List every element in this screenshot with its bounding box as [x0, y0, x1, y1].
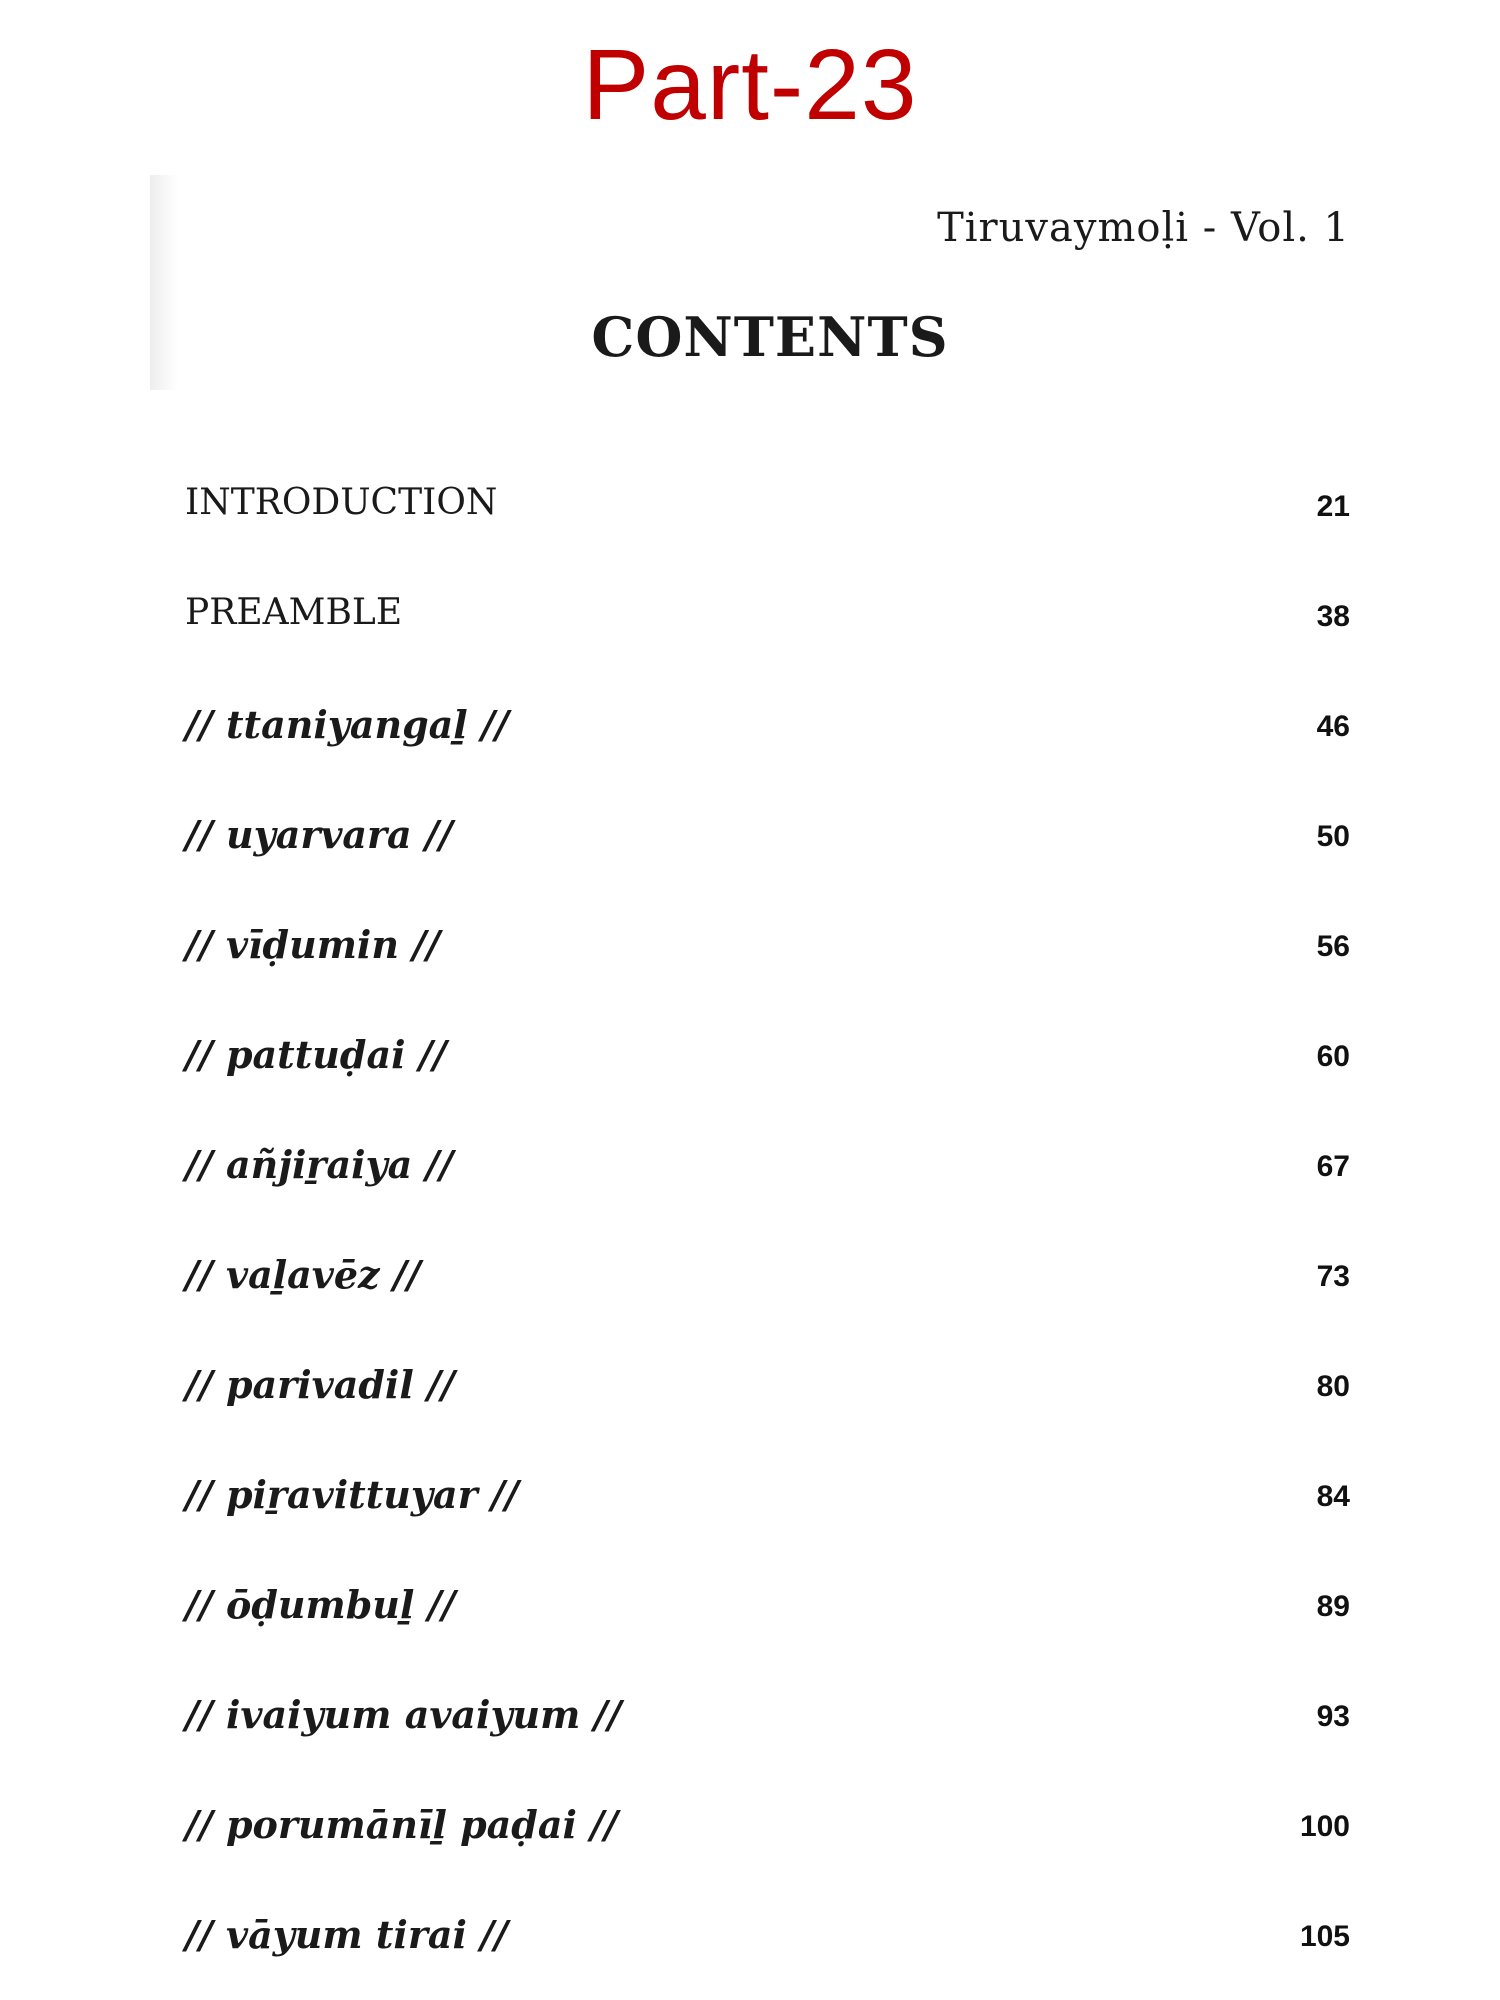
toc-entry-title: // ttaniyangaḻ //	[185, 702, 509, 747]
toc-entry-title: // ivaiyum avaiyum //	[185, 1692, 622, 1737]
toc-entry	[185, 1142, 1350, 1212]
toc-entry	[185, 482, 1350, 552]
toc-entry-page-number: 21	[1316, 490, 1350, 523]
toc-entry	[185, 1252, 1350, 1322]
toc-entry-title: // vaḻavēz //	[185, 1252, 421, 1297]
toc-entry	[185, 1362, 1350, 1432]
toc-entry-page-number: 50	[1316, 820, 1350, 853]
toc-entry	[185, 1032, 1350, 1102]
toc-entry-title: // piṟavittuyar //	[185, 1472, 519, 1517]
toc-entry-page-number: 38	[1316, 600, 1350, 633]
toc-entry-title: // añjiṟaiya //	[185, 1142, 454, 1187]
toc-entry	[185, 702, 1350, 772]
toc-entry-title: // vīḍumin //	[185, 922, 440, 967]
toc-entry-page-number: 100	[1299, 1810, 1350, 1843]
toc-entry-page-number: 67	[1316, 1150, 1350, 1183]
toc-entry-title: // parivadil //	[185, 1362, 455, 1407]
toc-entry	[185, 812, 1350, 882]
toc-entry	[185, 1912, 1350, 1982]
toc-entry	[185, 1802, 1350, 1872]
toc-entry-title: // ōḍumbuḻ //	[185, 1582, 456, 1627]
toc-entry	[185, 1582, 1350, 1652]
toc-entry-page-number: 56	[1316, 930, 1350, 963]
toc-entry-page-number: 73	[1316, 1260, 1350, 1293]
toc-entry-page-number: 105	[1299, 1920, 1350, 1953]
toc-entry-title: // vāyum tirai //	[185, 1912, 508, 1957]
toc-entry	[185, 592, 1350, 662]
toc-entry	[185, 922, 1350, 992]
toc-entry-title: // uyarvara //	[185, 812, 453, 857]
running-head: Tiruvaymoḷi - Vol. 1	[937, 205, 1350, 251]
toc-entry-page-number: 89	[1316, 1590, 1350, 1623]
toc-entry-title: // pattuḍai //	[185, 1032, 447, 1077]
part-banner: Part-23	[582, 29, 918, 141]
toc-entry-page-number: 46	[1316, 710, 1350, 743]
toc-entry-page-number: 93	[1316, 1700, 1350, 1733]
toc-entry	[185, 1472, 1350, 1542]
toc-entry-title: // porumānīḻ paḍai //	[185, 1802, 618, 1847]
toc-entry-title: PREAMBLE	[185, 592, 403, 633]
toc-entry-page-number: 60	[1316, 1040, 1350, 1073]
toc-entry-page-number: 80	[1316, 1370, 1350, 1403]
toc-entry-title: INTRODUCTION	[185, 482, 498, 523]
page-title: CONTENTS	[591, 305, 949, 369]
toc-entry-page-number: 84	[1316, 1480, 1350, 1513]
toc-entry	[185, 1692, 1350, 1762]
